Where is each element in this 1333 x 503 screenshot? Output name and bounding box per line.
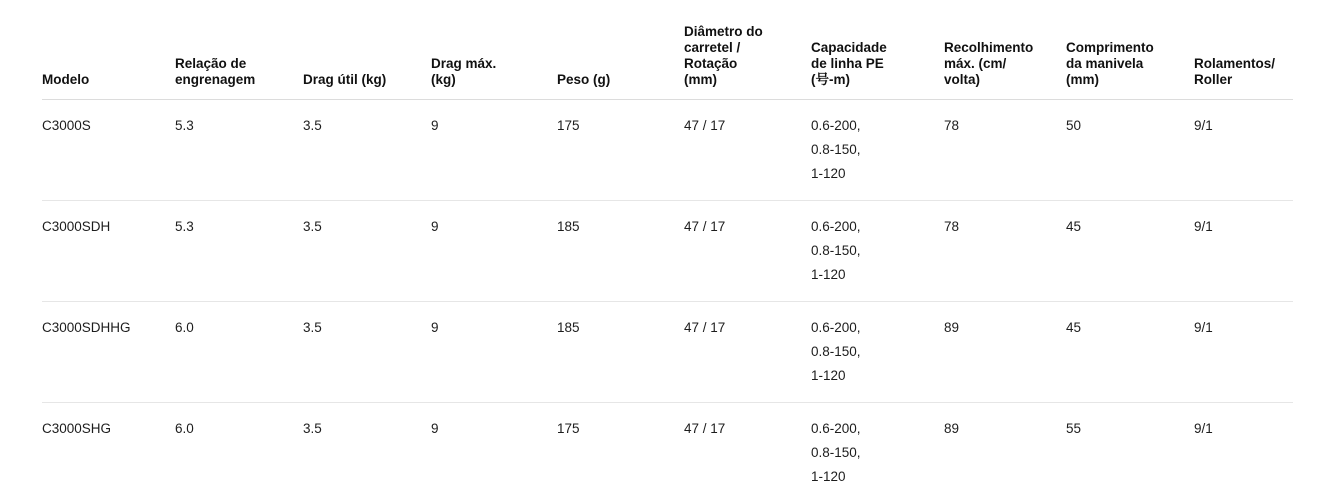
cell-peso: 185 [557,302,684,403]
header-line: (kg) [431,72,549,88]
cell-diametro: 47 / 17 [684,302,811,403]
header-line: Drag máx. [431,56,549,72]
capacity-line: 1-120 [811,364,936,388]
table-row [42,403,1293,503]
header-line: Rolamentos/ [1194,56,1285,72]
capacity-line: 0.8-150, [811,239,936,263]
cell-capacidade [811,201,944,302]
table-row [42,302,1293,403]
cell-rolamentos: 9/1 [1194,302,1293,403]
cell-relacao: 5.3 [175,100,303,201]
cell-rolamentos: 9/1 [1194,403,1293,503]
table-row [42,201,1293,302]
capacity-line: 0.6-200, [811,114,936,138]
capacity-line: 1-120 [811,263,936,287]
column-header-rolamentos-roller [1194,0,1293,100]
cell-relacao: 6.0 [175,403,303,503]
cell-capacidade [811,302,944,403]
cell-recolhimento: 89 [944,403,1066,503]
capacity-line: 1-120 [811,162,936,186]
header-line: Drag útil (kg) [303,72,423,88]
header-line: Capacidade [811,40,936,56]
cell-rolamentos: 9/1 [1194,100,1293,201]
column-header-drag-max [431,0,557,100]
header-line: carretel / [684,40,803,56]
column-header-drag-util [303,0,431,100]
cell-drag-util: 3.5 [303,403,431,503]
header-line: (mm) [684,72,803,88]
cell-capacidade [811,100,944,201]
cell-modelo: C3000SDH [42,201,175,302]
header-line: Rotação [684,56,803,72]
header-line: Roller [1194,72,1285,88]
column-header-modelo [42,0,175,100]
cell-modelo: C3000SHG [42,403,175,503]
table-row [42,100,1293,201]
column-header-relacao-engrenagem [175,0,303,100]
header-line: Peso (g) [557,72,676,88]
cell-drag-max: 9 [431,302,557,403]
header-line: de linha PE [811,56,936,72]
cell-recolhimento: 78 [944,100,1066,201]
header-line: Diâmetro do [684,24,803,40]
cell-modelo: C3000SDHHG [42,302,175,403]
cell-peso: 175 [557,403,684,503]
cell-diametro: 47 / 17 [684,100,811,201]
header-line: máx. (cm/ [944,56,1058,72]
specifications-table [42,0,1293,503]
header-line: Recolhimento [944,40,1058,56]
header-line: (mm) [1066,72,1186,88]
header-line: engrenagem [175,72,295,88]
header-line: Modelo [42,72,167,88]
cell-drag-util: 3.5 [303,100,431,201]
column-header-capacidade-linha-pe [811,0,944,100]
capacity-line: 0.6-200, [811,215,936,239]
cell-peso: 185 [557,201,684,302]
cell-relacao: 5.3 [175,201,303,302]
capacity-line: 0.6-200, [811,316,936,340]
cell-drag-max: 9 [431,100,557,201]
cell-manivela: 55 [1066,403,1194,503]
header-line: (号-m) [811,72,936,88]
capacity-line: 0.6-200, [811,417,936,441]
column-header-recolhimento-max [944,0,1066,100]
cell-recolhimento: 78 [944,201,1066,302]
column-header-comprimento-manivela [1066,0,1194,100]
cell-diametro: 47 / 17 [684,403,811,503]
cell-manivela: 50 [1066,100,1194,201]
cell-drag-util: 3.5 [303,201,431,302]
cell-manivela: 45 [1066,201,1194,302]
cell-peso: 175 [557,100,684,201]
cell-drag-max: 9 [431,201,557,302]
cell-rolamentos: 9/1 [1194,201,1293,302]
capacity-line: 0.8-150, [811,441,936,465]
header-line: Relação de [175,56,295,72]
cell-relacao: 6.0 [175,302,303,403]
capacity-line: 0.8-150, [811,138,936,162]
cell-recolhimento: 89 [944,302,1066,403]
cell-modelo: C3000S [42,100,175,201]
cell-capacidade [811,403,944,503]
header-line: volta) [944,72,1058,88]
column-header-diametro-carretel-rotacao [684,0,811,100]
cell-diametro: 47 / 17 [684,201,811,302]
table-header-row [42,0,1293,100]
header-line: Comprimento [1066,40,1186,56]
header-line: da manivela [1066,56,1186,72]
capacity-line: 0.8-150, [811,340,936,364]
cell-drag-util: 3.5 [303,302,431,403]
cell-drag-max: 9 [431,403,557,503]
cell-manivela: 45 [1066,302,1194,403]
column-header-peso [557,0,684,100]
capacity-line: 1-120 [811,465,936,489]
